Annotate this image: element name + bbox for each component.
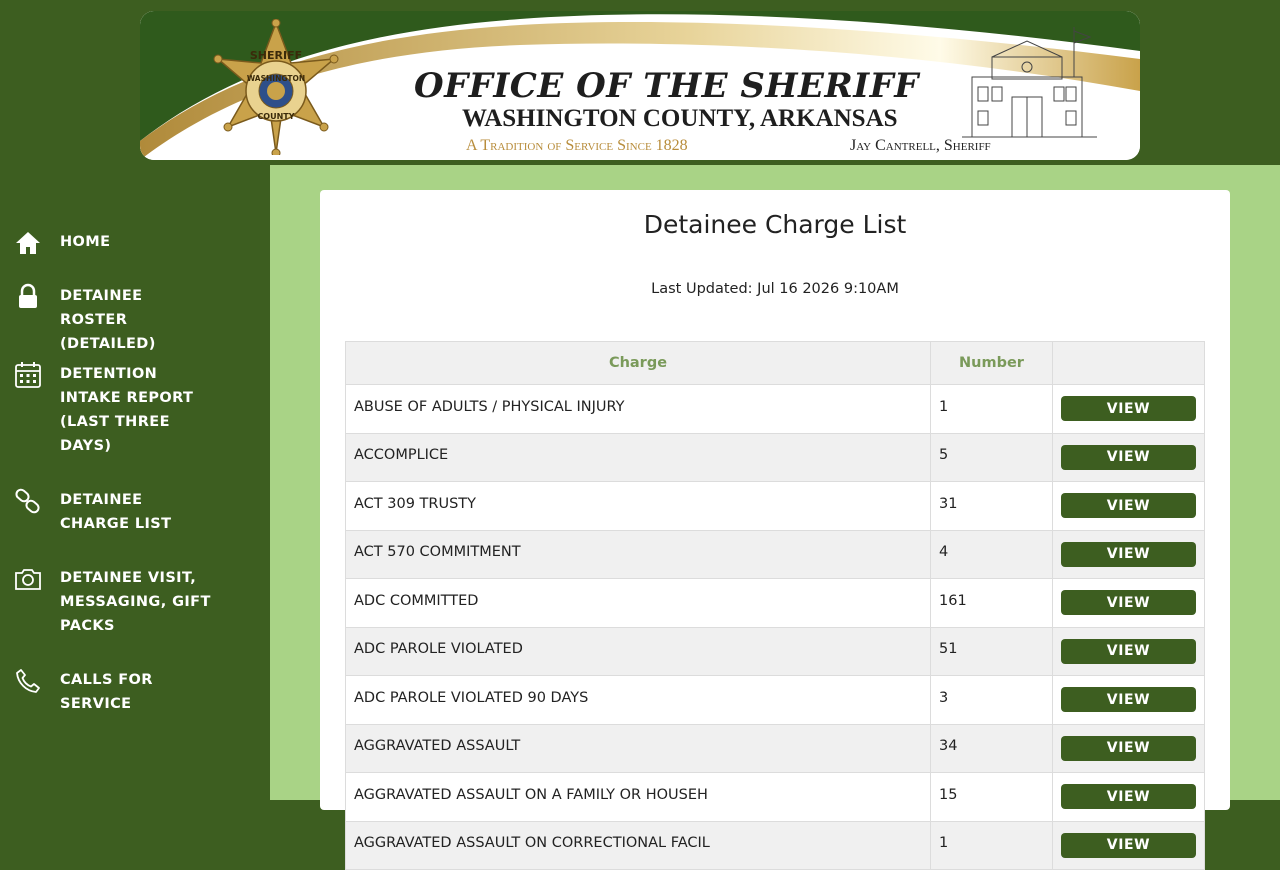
action-cell — [1053, 433, 1205, 482]
action-cell — [1053, 821, 1205, 870]
badge-text-sheriff: SHERIFF — [249, 49, 303, 62]
home-icon — [14, 229, 42, 257]
view-button[interactable]: VIEW — [1061, 687, 1196, 712]
table-row — [346, 530, 1205, 579]
banner-title: OFFICE OF THE SHERIFF — [414, 66, 919, 106]
table-row — [346, 433, 1205, 482]
camera-icon — [14, 565, 42, 593]
table-row — [346, 773, 1205, 822]
table-row — [346, 724, 1205, 773]
charge-name-cell: AGGRAVATED ASSAULT — [346, 724, 931, 773]
column-header-charge[interactable]: Charge — [346, 342, 931, 385]
phone-icon — [14, 667, 42, 695]
charge-name-cell: ACCOMPLICE — [346, 433, 931, 482]
action-cell — [1053, 773, 1205, 822]
banner-sheriff-name: Jay Cantrell, Sheriff — [850, 137, 991, 154]
table-row — [346, 385, 1205, 434]
action-cell — [1053, 579, 1205, 628]
sidebar-item-home[interactable] — [0, 229, 270, 257]
table-row — [346, 579, 1205, 628]
table-row — [346, 821, 1205, 870]
charge-name-cell: ABUSE OF ADULTS / PHYSICAL INJURY — [346, 385, 931, 434]
sidebar-item-detainee-charge-list[interactable] — [0, 487, 270, 539]
charge-name-cell: ADC COMMITTED — [346, 579, 931, 628]
charge-table — [345, 341, 1205, 870]
table-row — [346, 676, 1205, 725]
sidebar-item-label: DETAINEE VISIT, MESSAGING, GIFT PACKS — [60, 570, 211, 634]
calendar-icon — [14, 361, 42, 389]
view-button[interactable]: VIEW — [1061, 445, 1196, 470]
charge-count-cell: 1 — [931, 821, 1053, 870]
badge-text-washington: WASHINGTON — [246, 74, 306, 83]
link-icon — [14, 487, 42, 515]
charge-count-cell: 4 — [931, 530, 1053, 579]
badge-text-county: COUNTY — [257, 112, 295, 121]
action-cell — [1053, 530, 1205, 579]
table-row — [346, 482, 1205, 531]
charge-name-cell: AGGRAVATED ASSAULT ON A FAMILY OR HOUSEH — [346, 773, 931, 822]
charge-name-cell: ACT 309 TRUSTY — [346, 482, 931, 531]
action-cell — [1053, 385, 1205, 434]
charge-count-cell: 1 — [931, 385, 1053, 434]
sidebar-item-calls-for-service[interactable] — [0, 667, 270, 719]
sidebar-item-detainee-visit[interactable] — [0, 565, 270, 641]
view-button[interactable]: VIEW — [1061, 784, 1196, 809]
view-button[interactable]: VIEW — [1061, 542, 1196, 567]
charge-name-cell: AGGRAVATED ASSAULT ON CORRECTIONAL FACIL — [346, 821, 931, 870]
charge-name-cell: ADC PAROLE VIOLATED — [346, 627, 931, 676]
action-cell — [1053, 676, 1205, 725]
view-button[interactable]: VIEW — [1061, 590, 1196, 615]
view-button[interactable]: VIEW — [1061, 639, 1196, 664]
table-header-row — [346, 342, 1205, 385]
charge-count-cell: 15 — [931, 773, 1053, 822]
sidebar-nav — [0, 165, 270, 800]
sidebar-item-detainee-roster[interactable] — [0, 283, 270, 352]
sidebar-item-label: CALLS FOR SERVICE — [60, 672, 153, 712]
view-button[interactable]: VIEW — [1061, 493, 1196, 518]
column-header-number[interactable]: Number — [931, 342, 1053, 385]
charge-name-cell: ACT 570 COMMITMENT — [346, 530, 931, 579]
charge-count-cell: 34 — [931, 724, 1053, 773]
action-cell — [1053, 724, 1205, 773]
lock-icon — [14, 283, 42, 311]
banner-tagline: A Tradition of Service Since 1828 — [466, 137, 688, 154]
view-button[interactable]: VIEW — [1061, 396, 1196, 421]
sidebar-item-label: HOME — [60, 234, 111, 250]
view-button[interactable]: VIEW — [1061, 833, 1196, 858]
charge-count-cell: 3 — [931, 676, 1053, 725]
page-title: Detainee Charge List — [643, 210, 907, 239]
action-cell — [1053, 627, 1205, 676]
action-cell — [1053, 482, 1205, 531]
sidebar-item-label: DETENTION INTAKE REPORT (LAST THREE DAYS) — [60, 366, 194, 454]
banner-subtitle: WASHINGTON COUNTY, ARKANSAS — [462, 105, 898, 132]
table-row — [346, 627, 1205, 676]
view-button[interactable]: VIEW — [1061, 736, 1196, 761]
last-updated-text: Last Updated: Jul 16 2026 9:10AM — [651, 281, 899, 297]
charge-count-cell: 161 — [931, 579, 1053, 628]
charge-name-cell: ADC PAROLE VIOLATED 90 DAYS — [346, 676, 931, 725]
sidebar-item-label: DETAINEE CHARGE LIST — [60, 492, 172, 532]
charge-count-cell: 31 — [931, 482, 1053, 531]
sidebar-item-label: DETAINEE ROSTER (DETAILED) — [60, 288, 156, 352]
sidebar-item-detention-intake-report[interactable] — [0, 361, 270, 461]
charge-count-cell: 51 — [931, 627, 1053, 676]
column-header-action — [1053, 342, 1205, 385]
charge-count-cell: 5 — [931, 433, 1053, 482]
